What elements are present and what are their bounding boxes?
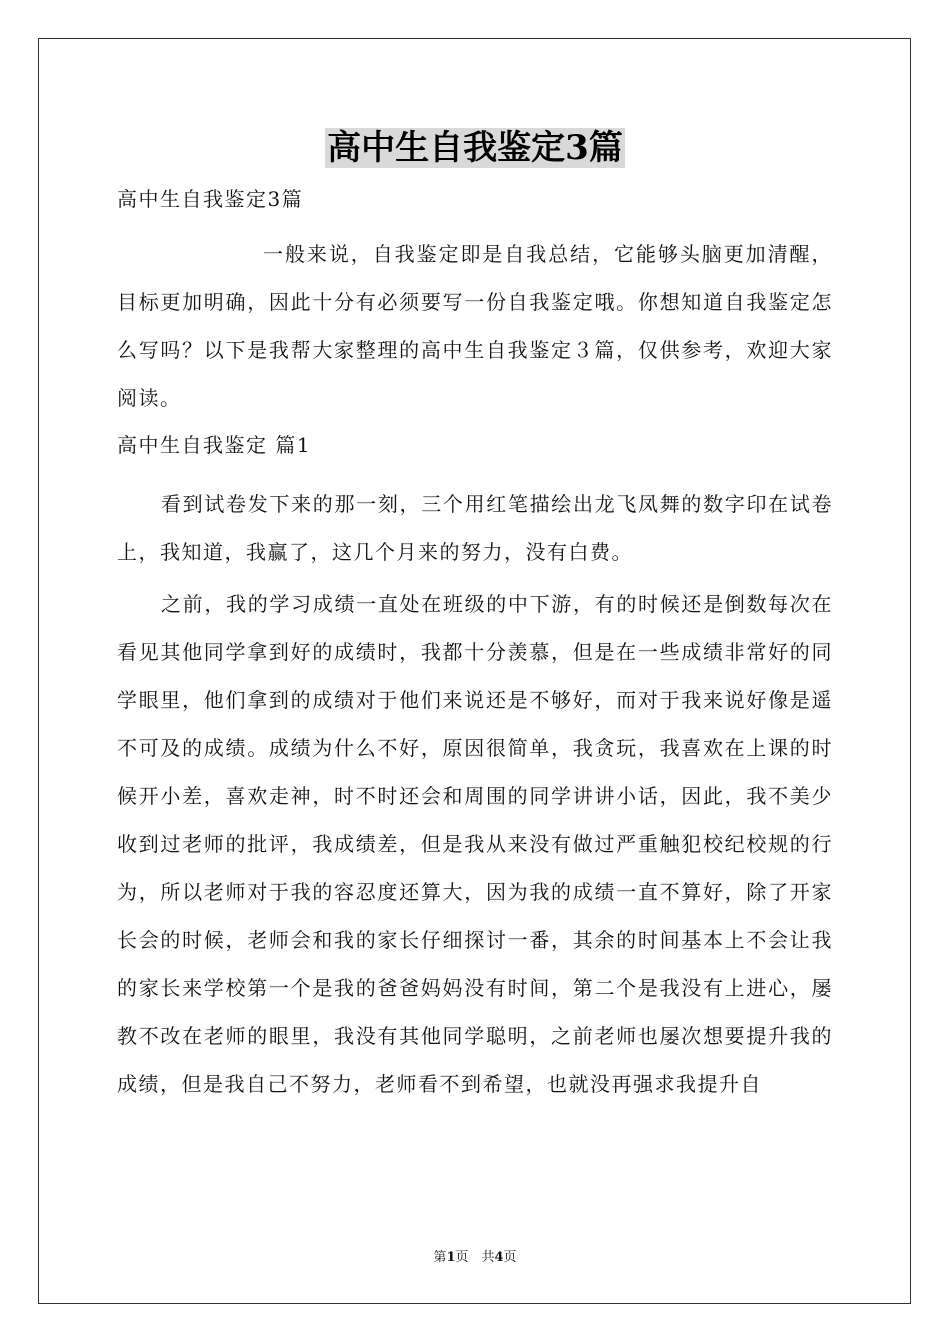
document-body: [117, 180, 833, 1112]
title-text: 高中生自我鉴定3篇: [327, 128, 623, 168]
footer-mid: 页 共: [455, 1250, 495, 1265]
body-paragraph-1: 看到试卷发下来的那一刻，三个用红笔描绘出龙飞凤舞的数字印在试卷上，我知道，我赢了，这几个月来的努力，没有白费。: [117, 492, 833, 564]
footer-prefix: 第: [433, 1250, 447, 1265]
footer-page-total: 4: [494, 1250, 504, 1265]
intro-paragraph: 一般来说，自我鉴定即是自我总结，它能够头脑更加清醒，目标更加明确，因此十分有必须要写一份自我鉴定哦。你想知道自我鉴定怎么写吗？以下是我帮大家整理的高中生自我鉴定３篇，仅供参考，欢迎大家阅读。: [117, 242, 833, 410]
section-heading: 高中生自我鉴定 篇1: [117, 433, 312, 457]
footer-suffix: 页: [503, 1250, 517, 1265]
document-subtitle: 高中生自我鉴定3篇: [117, 187, 304, 211]
footer-page-number: 1: [446, 1250, 456, 1265]
body-paragraph-2: 之前，我的学习成绩一直处在班级的中下游，有的时候还是倒数每次在看见其他同学拿到好的成绩时，我都十分羡慕，但是在一些成绩非常好的同学眼里，他们拿到的成绩对于他们来说还是不够好，而对于我来说好像是遥不可及的成绩。成绩为什么不好，原因很简单，我贪玩，我喜欢在上课的时候开小差，喜欢走神，时不时还会和周围的同学讲讲小话，因此，我不美少收到过老师的批评，我成绩差，但是我从来没有做过严重触犯校纪校规的行为，所以老师对于我的容忍度还算大，因为我的成绩一直不算好，除了开家长会的时候，老师会和我的家长仔细探讨一番，其余的时间基本上不会让我的家长来学校第一个是我的爸爸妈妈没有时间，第二个是我没有上进心，屡教不改在老师的眼里，我没有其他同学聪明，之前老师也屡次想要提升我的成绩，但是我自己不努力，老师看不到希望，也就没再强求我提升自: [117, 592, 833, 1096]
document-title: [0, 128, 950, 168]
page-footer: [0, 1246, 950, 1265]
